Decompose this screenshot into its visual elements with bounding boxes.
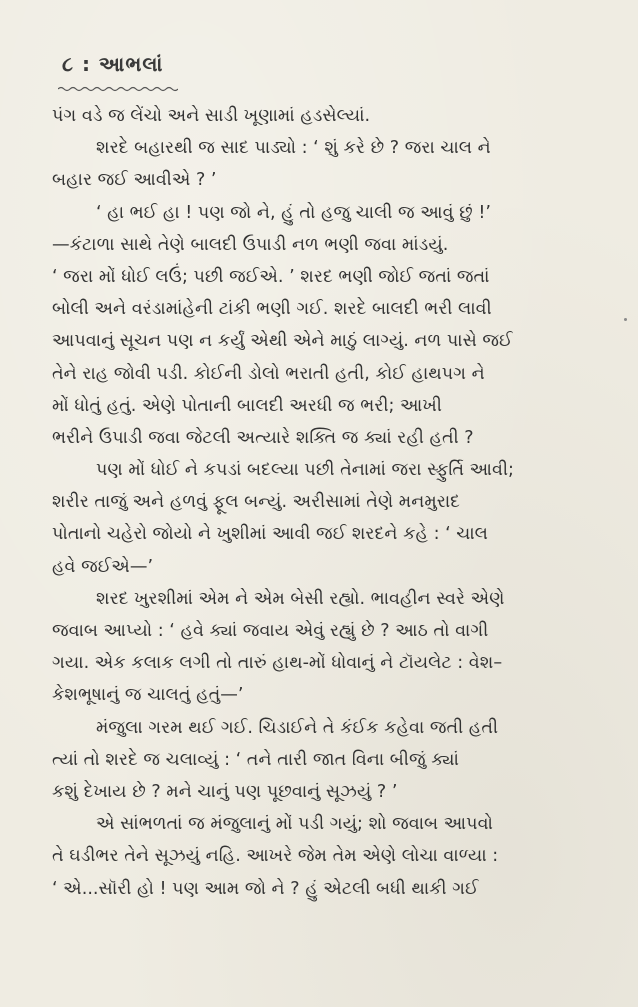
- text-line: જવાબ આપ્યો : ‘ હવે ક્યાં જવાય એવું રહ્યું છે ? આઠ તો વાગી: [52, 621, 489, 641]
- page-speck: [624, 318, 627, 321]
- text-line: શરદે બહારથી જ સાદ પાડ્યો : ‘ શું કરે છે ? જરા ચાલ ને: [96, 138, 491, 159]
- text-line: ત્યાં તો શરદે જ ચલાવ્યું : ‘ તને તારી જાત વિના બીજું ક્યાં: [52, 749, 459, 770]
- text-line: પોતાનો ચહેરો જોયો ને ખુશીમાં આવી જઈ શરદને કહે : ‘ ચાલ: [52, 524, 488, 545]
- page-header: ૮ : આભલાં: [62, 52, 164, 76]
- text-line: —કંટાળા સાથે તેણે બાલદી ઉપાડી નળ ભણી જવા માંડયું.: [52, 234, 449, 255]
- text-line: શરદ ખુરશીમાં એમ ને એમ બેસી રહ્યો. ભાવહીન સ્વરે એણે: [96, 588, 505, 609]
- text-line: બહાર જઈ આવીએ ? ’: [52, 170, 217, 191]
- text-line: હવે જઈએ—’: [52, 556, 154, 577]
- text-line: ‘ હા ભઈ હા ! પણ જો ને, હું તો હજુ ચાલી જ આવું છું !’: [96, 202, 492, 223]
- text-line: ગયા. એક કલાક લગી તો તારું હાથ-મોં ધોવાનું ને ટૉયલેટ : વેશ–: [52, 653, 503, 674]
- text-line: પણ મોં ધોઈ ને કપડાં બદલ્યા પછી તેનામાં જરા સ્ફુર્તિ આવી;: [96, 460, 514, 481]
- text-line: પંગ વડે જ લેંચો અને સાડી ખૂણામાં હડસેલ્યાં.: [52, 106, 371, 126]
- text-line: ‘ એ...સૉરી હો ! પણ આમ જો ને ? હું એટલી બધી થાકી ગઈ: [52, 878, 479, 899]
- text-line: બોલી અને વરંડામાંહેની ટાંકી ભણી ગઈ. શરદે બાલદી ભરી લાવી: [52, 299, 492, 320]
- text-line: એ સાંભળતાં જ મંજુલાનું મોં પડી ગયું; શો જવાબ આપવો: [96, 814, 493, 835]
- text-line: શરીર તાજું અને હળવું ફૂલ બન્યું. અરીસામાં તેણે મનમુરાદ: [52, 492, 460, 513]
- body-text: [52, 100, 597, 905]
- text-line: તે ઘડીભર તેને સૂઝયું નહિ. આખરે જેમ તેમ એણે લોચા વાળ્યા :: [52, 846, 499, 867]
- text-line: મોં ધોતું હતું. એણે પોતાની બાલદી અરધી જ ભરી; આખી: [52, 395, 442, 416]
- text-line: તેને રાહ જોવી પડી. કોઈની ડોલો ભરાતી હતી, કોઈ હાથપગ ને: [52, 363, 485, 384]
- text-line: મંજુલા ગરમ થઈ ગઈ. ચિડાઈને તે કંઈક કહેવા જતી હતી: [96, 717, 499, 738]
- text-line: આપવાનું સૂચન પણ ન કર્યું એથી એને માઠું લાગ્યું. નળ પાસે જઈ: [52, 331, 513, 352]
- text-line: કેશભૂષાનું જ ચાલતું હતું—’: [52, 685, 244, 706]
- text-line: કશું દેખાય છે ? મને ચાનું પણ પૂછવાનું સૂઝયું ? ’: [52, 781, 398, 802]
- text-line: ‘ જરા મોં ધોઈ લઉં; પછી જઈએ. ’ શરદ ભણી જોઈ જતાં જતાં: [52, 266, 490, 287]
- header-wavy-underline: [58, 86, 178, 92]
- text-line: ભરીને ઉપાડી જવા જેટલી અત્યારે શક્તિ જ ક્યાં રહી હતી ?: [52, 427, 474, 448]
